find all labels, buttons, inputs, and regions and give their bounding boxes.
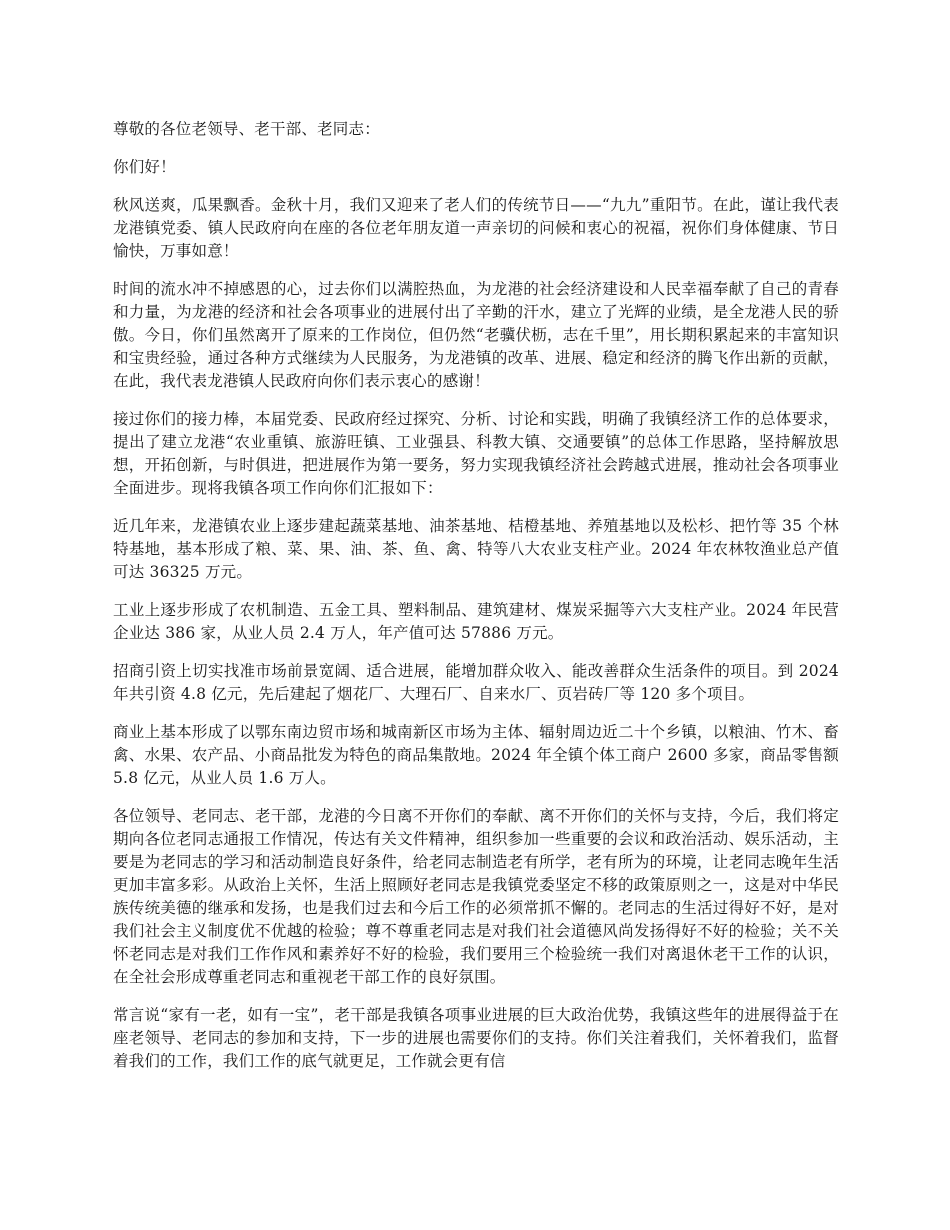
paragraph-7: 商业上基本形成了以鄂东南边贸市场和城南新区市场为主体、辐射周边近二十个乡镇，以粮油、竹木、畜禽、水果、农产品、小商品批发为特色的商品集散地。2024 年全镇个体工商户 2600 多家，商品零售额 5.8 亿元，从业人员 1.6 万人。 [113, 723, 839, 787]
greeting: 你们好！ [113, 158, 176, 176]
paragraph-3: 接过你们的接力棒，本届党委、民政府经过探究、分析、讨论和实践，明确了我镇经济工作的总体要求，提出了建立龙港“农业重镇、旅游旺镇、工业强县、科教大镇、交通要镇”的总体工作思路，坚持解放思想，开拓创新，与时俱进，把进展作为第一要务，努力实现我镇经济社会跨越式进展，推动社会各项事业全面进步。现将我镇各项工作向你们汇报如下： [113, 410, 839, 497]
paragraph-4: 近几年来，龙港镇农业上逐步建起蔬菜基地、油茶基地、桔橙基地、养殖基地以及松杉、把竹等 35 个林特基地，基本形成了粮、菜、果、油、茶、鱼、禽、特等八大农业支柱产业。2024 年农林牧渔业总产值可达 36325 万元。 [113, 517, 839, 581]
paragraph-8: 各位领导、老同志、老干部，龙港的今日离不开你们的奉献、离不开你们的关怀与支持，今后，我们将定期向各位老同志通报工作情况，传达有关文件精神，组织参加一些重要的会议和政治活动、娱乐活动，主要是为老同志的学习和活动制造良好条件，给老同志制造老有所学，老有所为的环境，让老同志晚年生活更加丰富多彩。从政治上关怀，生活上照顾好老同志是我镇党委坚定不移的政策原则之一，这是对中华民族传统美德的继承和发扬，也是我们过去和今后工作的必须常抓不懈的。老同志的生活过得好不好，是对我们社会主义制度优不优越的检验；尊不尊重老同志是对我们社会道德风尚发扬得好不好的检验；关不关怀老同志是对我们工作作风和素养好不好的检验，我们要用三个检验统一我们对离退休老干工作的认识，在全社会形成尊重老同志和重视老干部工作的良好氛围。 [113, 807, 839, 986]
paragraph-2: 时间的流水冲不掉感恩的心，过去你们以满腔热血，为龙港的社会经济建设和人民幸福奉献了自己的青春和力量，为龙港的经济和社会各项事业的进展付出了辛勤的汗水，建立了光辉的业绩，是全龙港人民的骄傲。今日，你们虽然离开了原来的工作岗位，但仍然“老骥伏枥，志在千里”，用长期积累起来的丰富知识和宝贵经验，通过各种方式继续为人民服务，为龙港镇的改革、进展、稳定和经济的腾飞作出新的贡献，在此，我代表龙港镇人民政府向你们表示衷心的感谢！ [113, 280, 839, 390]
paragraph-9: 常言说“家有一老，如有一宝”，老干部是我镇各项事业进展的巨大政治优势，我镇这些年的进展得益于在座老领导、老同志的参加和支持，下一步的进展也需要你们的支持。你们关注着我们，关怀着我们，监督着我们的工作，我们工作的底气就更足，工作就会更有信 [113, 1006, 839, 1070]
paragraph-5: 工业上逐步形成了农机制造、五金工具、塑料制品、建筑建材、煤炭采掘等六大支柱产业。2024 年民营企业达 386 家，从业人员 2.4 万人，年产值可达 57886 万元。 [113, 601, 839, 642]
paragraph-6: 招商引资上切实找准市场前景宽阔、适合进展，能增加群众收入、能改善群众生活条件的项目。到 2024 年共引资 4.8 亿元，先后建起了烟花厂、大理石厂、自来水厂、页岩砖厂等 120 多个项目。 [113, 662, 839, 703]
speech-body [113, 118, 839, 1088]
paragraph-1: 秋风送爽，瓜果飘香。金秋十月，我们又迎来了老人们的传统节日——“九九”重阳节。在此，谨让我代表龙港镇党委、镇人民政府向在座的各位老年朋友道一声亲切的问候和衷心的祝福，祝你们身体健康、节日愉快，万事如意！ [113, 196, 839, 260]
salutation: 尊敬的各位老领导、老干部、老同志： [113, 120, 380, 138]
